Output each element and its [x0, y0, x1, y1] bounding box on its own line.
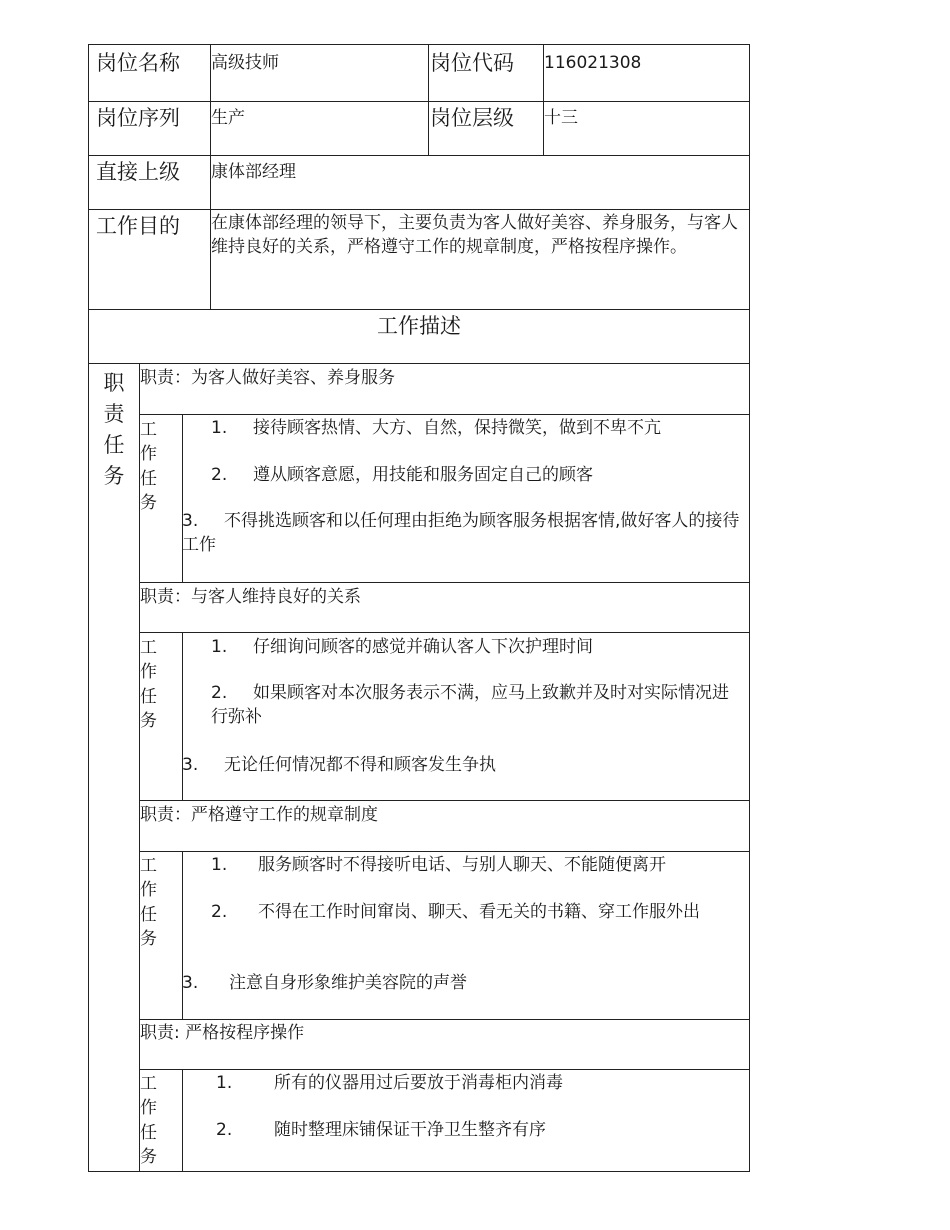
divider [428, 44, 429, 155]
divider [88, 155, 750, 156]
task-item [182, 971, 742, 995]
task-label-char: 任 [140, 1123, 157, 1143]
task-number: 1. [211, 418, 228, 438]
position-code-label: 岗位代码 [430, 51, 514, 75]
task-number: 3. [182, 511, 199, 531]
task-label-char: 工 [140, 638, 157, 658]
task-text: 如果顾客对本次服务表示不满，应马上致歉并及时对实际情况进行弥补 [211, 683, 729, 727]
task-text: 不得挑选顾客和以任何理由拒绝为顾客服务根据客情,做好客人的接待工作 [182, 511, 740, 555]
divider [139, 632, 750, 633]
task-number: 3. [182, 973, 199, 993]
task-item [211, 900, 743, 924]
task-number: 2. [211, 902, 228, 922]
purpose-label: 工作目的 [96, 214, 180, 238]
task-label-char: 作 [140, 444, 157, 464]
duties-label-char: 职 [103, 371, 125, 395]
task-item [211, 416, 743, 440]
duty-title: 职责：为客人做好美容、养身服务 [140, 368, 395, 388]
task-text: 注意自身形象维护美容院的声誉 [229, 973, 467, 993]
divider [139, 800, 750, 801]
divider [139, 582, 750, 583]
task-number: 2. [211, 465, 228, 485]
divider [88, 363, 750, 364]
task-label-char: 工 [140, 856, 157, 876]
purpose-value: 在康体部经理的领导下，主要负责为客人做好美容、养身服务，与客人维持良好的关系，严格遵守工作的规章制度，严格按程序操作。 [211, 213, 738, 257]
task-item [182, 753, 742, 777]
divider [139, 1069, 750, 1070]
task-label-char: 工 [140, 420, 157, 440]
task-text: 所有的仪器用过后要放于消毒柜内消毒 [274, 1073, 563, 1093]
task-text: 服务顾客时不得接听电话、与别人聊天、不能随便离开 [258, 855, 666, 875]
task-text: 随时整理床铺保证干净卫生整齐有序 [274, 1120, 546, 1140]
task-text: 接待顾客热情、大方、自然，保持微笑，做到不卑不亢 [253, 418, 661, 438]
task-text: 仔细询问顾客的感觉并确认客人下次护理时间 [253, 637, 593, 657]
task-label-char: 任 [140, 469, 157, 489]
position-name-value: 高级技师 [211, 53, 279, 73]
task-text: 不得在工作时间窜岗、聊天、看无关的书籍、穿工作服外出 [258, 902, 700, 922]
task-text: 无论任何情况都不得和顾客发生争执 [224, 755, 496, 775]
task-text: 遵从顾客意愿，用技能和服务固定自己的顾客 [253, 465, 593, 485]
supervisor-value: 康体部经理 [211, 162, 296, 182]
task-number: 1. [211, 855, 228, 875]
duties-label-char: 务 [103, 464, 125, 488]
task-label-char: 务 [140, 1147, 157, 1167]
task-item [216, 1071, 742, 1095]
duties-label-char: 责 [103, 402, 125, 426]
description-title: 工作描述 [377, 314, 461, 338]
task-number: 1. [216, 1073, 233, 1093]
duty-title: 职责：严格遵守工作的规章制度 [140, 805, 378, 825]
divider [139, 414, 750, 415]
task-label-char: 任 [140, 687, 157, 707]
position-level-label: 岗位层级 [430, 106, 514, 130]
task-item [211, 681, 743, 729]
task-item [211, 853, 743, 877]
task-item [211, 463, 743, 487]
task-label-char: 作 [140, 1098, 157, 1118]
task-label-char: 务 [140, 493, 157, 513]
task-item [211, 635, 743, 659]
task-label-char: 务 [140, 711, 157, 731]
divider [88, 209, 750, 210]
task-label-char: 务 [140, 929, 157, 949]
divider [139, 851, 750, 852]
task-number: 2. [211, 683, 228, 703]
task-label-char: 任 [140, 905, 157, 925]
supervisor-label: 直接上级 [96, 160, 180, 184]
task-item [216, 1118, 742, 1142]
position-series-value: 生产 [211, 108, 245, 128]
divider [88, 101, 750, 102]
task-label-char: 工 [140, 1074, 157, 1094]
divider [139, 1019, 750, 1020]
task-label-char: 作 [140, 662, 157, 682]
task-number: 3. [182, 755, 199, 775]
position-name-label: 岗位名称 [96, 51, 180, 75]
divider [88, 309, 750, 310]
position-level-value: 十三 [544, 108, 578, 128]
position-series-label: 岗位序列 [96, 106, 180, 130]
divider [182, 1069, 183, 1172]
duty-title: 职责: 严格按程序操作 [140, 1023, 305, 1043]
duties-label-char: 任 [103, 433, 125, 457]
task-number: 1. [211, 637, 228, 657]
position-code-value: 116021308 [544, 53, 642, 73]
task-number: 2. [216, 1120, 233, 1140]
task-label-char: 作 [140, 880, 157, 900]
task-item [182, 509, 742, 557]
duty-title: 职责：与客人维持良好的关系 [140, 587, 361, 607]
